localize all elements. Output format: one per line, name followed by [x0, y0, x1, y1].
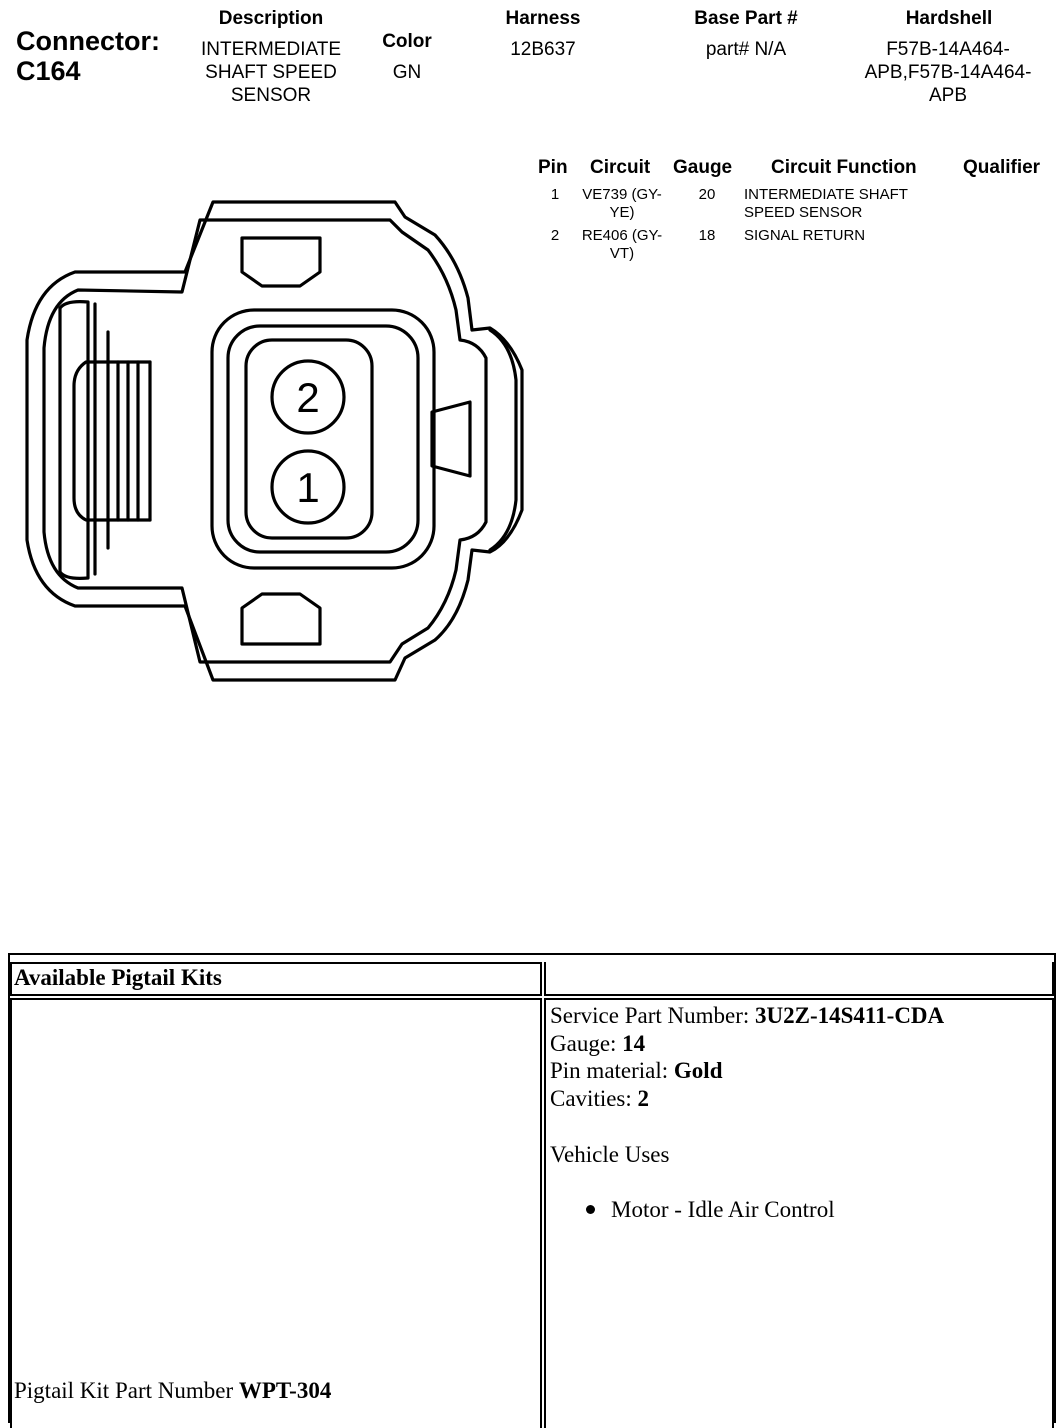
- kit-part-line: [14, 1378, 331, 1404]
- pin-header: Pin: [538, 157, 568, 178]
- description-label: Description: [218, 8, 324, 29]
- circuit-header: Circuit: [590, 157, 651, 178]
- gauge-label: Gauge:: [550, 1031, 617, 1056]
- cavities-value: 2: [637, 1086, 650, 1111]
- table-row-1-pin: 1: [550, 186, 560, 203]
- table-row-2-function: SIGNAL RETURN: [744, 227, 866, 244]
- pigtail-heading: Available Pigtail Kits: [14, 965, 222, 990]
- bottom-key: [242, 594, 320, 644]
- pin-material-label: Pin material:: [550, 1058, 669, 1083]
- gauge-header: Gauge: [673, 157, 733, 178]
- latch-tab-outline: [74, 362, 108, 520]
- vehicle-uses-label: Vehicle Uses: [550, 1142, 670, 1167]
- harness-value: 12B637: [510, 39, 576, 60]
- gauge-line: [550, 1031, 645, 1057]
- pin-material-line: [550, 1058, 723, 1084]
- top-key: [242, 238, 320, 286]
- table-row-2-circuit: RE406 (GY- VT): [581, 227, 663, 262]
- hardshell-value: F57B-14A464- APB,F57B-14A464- APB: [864, 39, 1032, 106]
- pin-material-value: Gold: [673, 1058, 723, 1083]
- pigtail-heading-right-cell: [544, 962, 1054, 996]
- latch-tab-lines: [118, 362, 150, 520]
- table-row-2-gauge: 18: [698, 227, 716, 244]
- table-row-1-circuit: VE739 (GY- YE): [582, 186, 662, 221]
- cavities-label: Cavities:: [550, 1086, 632, 1111]
- circuit-function-header: Circuit Function: [771, 157, 917, 178]
- table-row-1-function: INTERMEDIATE SHAFT SPEED SENSOR: [744, 186, 908, 221]
- pin-label-1: 1: [296, 464, 320, 511]
- right-key: [432, 402, 470, 476]
- service-part-label: Service Part Number:: [550, 1003, 750, 1028]
- description-value: INTERMEDIATE SHAFT SPEED SENSOR: [200, 39, 342, 106]
- pin-label-2: 2: [296, 374, 320, 421]
- base-part-label: Base Part #: [694, 8, 798, 29]
- kit-part-value: WPT-304: [238, 1378, 332, 1403]
- gauge-value: 14: [622, 1031, 646, 1056]
- table-row-2-pin: 2: [550, 227, 560, 244]
- connector-title: Connector: C164: [16, 26, 160, 86]
- vehicle-use-item: [586, 1197, 835, 1223]
- vehicle-use-label: Motor - Idle Air Control: [611, 1197, 835, 1222]
- qualifier-header: Qualifier: [963, 157, 1041, 178]
- pigtail-image-cell: [10, 998, 542, 1428]
- right-ear: [490, 330, 516, 550]
- harness-label: Harness: [505, 8, 581, 29]
- service-part-line: [550, 1003, 944, 1029]
- table-row-1-gauge: 20: [698, 186, 716, 203]
- bullet-icon: [586, 1205, 595, 1214]
- hardshell-label: Hardshell: [905, 8, 993, 29]
- service-part-value: 3U2Z-14S411-CDA: [755, 1003, 945, 1028]
- connector-face-diagram: [0, 180, 540, 720]
- kit-part-label: Pigtail Kit Part Number: [14, 1378, 234, 1403]
- base-part-value: part# N/A: [705, 39, 787, 60]
- cavities-line: [550, 1086, 649, 1112]
- outer-shell-outline: [27, 202, 522, 680]
- color-value: GN: [392, 62, 422, 83]
- color-label: Color: [382, 31, 432, 52]
